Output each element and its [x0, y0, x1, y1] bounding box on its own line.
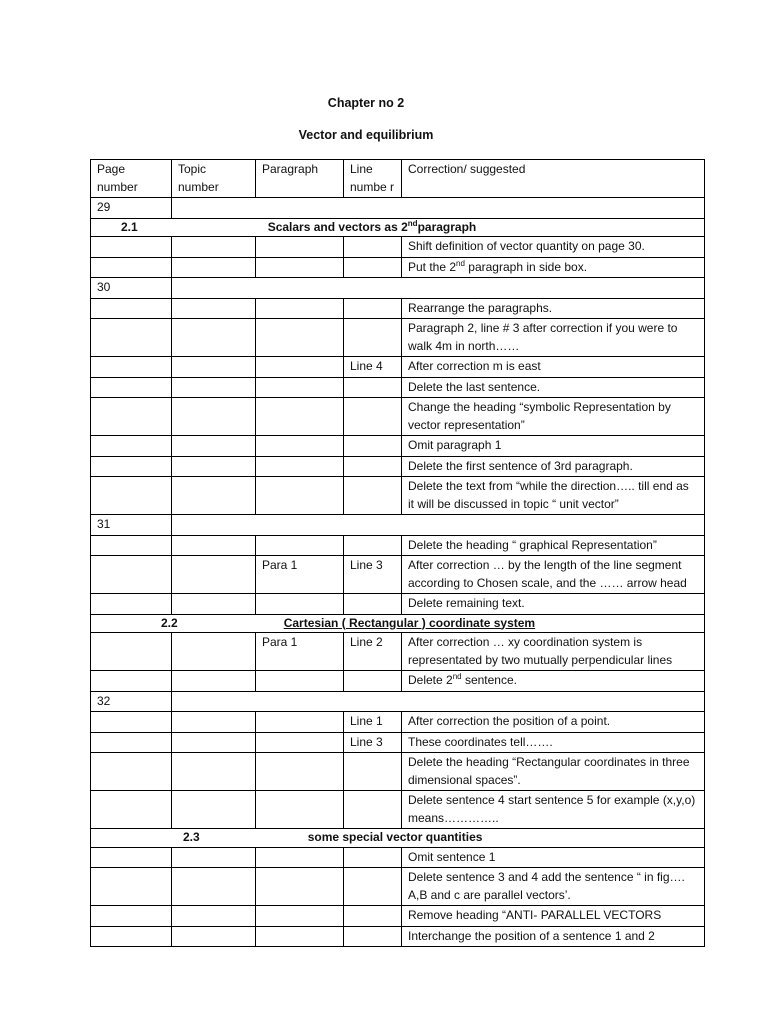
page-row-empty	[172, 278, 705, 299]
line-number-cell	[344, 868, 402, 906]
superscript: nd	[452, 672, 462, 681]
section-heading-text: Scalars and vectors as 2	[267, 219, 408, 234]
correction-row	[91, 556, 705, 594]
table-header-row	[91, 160, 705, 198]
section-heading: Scalars and vectors as 2ndparagraph	[268, 219, 477, 237]
page-number-cell	[91, 868, 172, 906]
correction-text: Put the 2	[408, 259, 457, 274]
header-paragraph: Paragraph	[256, 160, 344, 198]
correction-cell: Delete the heading “ graphical Representation”	[402, 535, 705, 556]
line-number-cell	[344, 791, 402, 829]
page-number-cell	[91, 257, 172, 278]
paragraph-cell	[256, 436, 344, 457]
correction-cell: Rearrange the paragraphs.	[402, 298, 705, 319]
topic-number-cell	[172, 436, 256, 457]
paragraph-cell	[256, 926, 344, 947]
chapter-title: Chapter no 2	[327, 96, 405, 110]
correction-cell: Omit sentence 1	[402, 847, 705, 868]
correction-row	[91, 436, 705, 457]
topic-number-cell	[172, 398, 256, 436]
topic-number-cell	[172, 594, 256, 615]
line-number-cell: Line 4	[344, 357, 402, 378]
correction-row	[91, 594, 705, 615]
line-number-cell	[344, 671, 402, 692]
section-row	[91, 829, 705, 848]
page-number-cell	[91, 436, 172, 457]
paragraph-cell	[256, 732, 344, 753]
page-number-cell: 31	[91, 515, 172, 536]
correction-text: sentence.	[461, 673, 517, 687]
page-row	[91, 515, 705, 536]
correction-cell: Change the heading “symbolic Representation by vector representation”	[402, 398, 705, 436]
topic-number-cell	[172, 298, 256, 319]
paragraph-cell	[256, 847, 344, 868]
topic-number-cell	[172, 535, 256, 556]
corrections-table	[90, 159, 705, 947]
paragraph-cell	[256, 398, 344, 436]
correction-cell: Shift definition of vector quantity on page 30.	[402, 237, 705, 258]
page-number-cell	[91, 535, 172, 556]
page-number-cell	[91, 712, 172, 733]
line-number-cell	[344, 906, 402, 927]
page-number-cell	[91, 732, 172, 753]
page-number-cell	[91, 237, 172, 258]
paragraph-cell: Para 1	[256, 633, 344, 671]
correction-row	[91, 237, 705, 258]
correction-row	[91, 357, 705, 378]
line-number-cell: Line 2	[344, 633, 402, 671]
correction-cell: Delete the text from “while the direction….. till end as it will be discussed in topic “ unit vector”	[402, 477, 705, 515]
page-number-cell	[91, 791, 172, 829]
topic-number-cell	[172, 633, 256, 671]
line-number-cell: Line 3	[344, 732, 402, 753]
line-number-cell	[344, 477, 402, 515]
section-row	[91, 614, 705, 633]
topic-number-cell	[172, 732, 256, 753]
page-number-cell	[91, 456, 172, 477]
page-number-cell	[91, 357, 172, 378]
line-number-cell	[344, 436, 402, 457]
correction-cell: Delete the first sentence of 3rd paragraph.	[402, 456, 705, 477]
topic-number-cell	[172, 906, 256, 927]
correction-row	[91, 377, 705, 398]
correction-row	[91, 298, 705, 319]
paragraph-cell	[256, 298, 344, 319]
table-body	[91, 198, 705, 947]
page-row	[91, 278, 705, 299]
page-row-empty	[172, 198, 705, 219]
line-number-cell	[344, 398, 402, 436]
line-number-cell	[344, 257, 402, 278]
correction-row	[91, 535, 705, 556]
page-number-cell	[91, 477, 172, 515]
correction-row	[91, 257, 705, 278]
line-number-cell	[344, 377, 402, 398]
paragraph-cell	[256, 377, 344, 398]
page-number-cell	[91, 298, 172, 319]
topic-number-cell	[172, 377, 256, 398]
topic-number-cell	[172, 791, 256, 829]
line-number-cell	[344, 753, 402, 791]
page-number-cell	[91, 377, 172, 398]
correction-cell: After correction m is east	[402, 357, 705, 378]
page-number-cell: 30	[91, 278, 172, 299]
section-topic-number: 2.3	[183, 830, 200, 844]
paragraph-cell	[256, 319, 344, 357]
page-row-empty	[172, 515, 705, 536]
page-number-cell	[91, 906, 172, 927]
correction-cell: Paragraph 2, line # 3 after correction if you were to walk 4m in north……	[402, 319, 705, 357]
paragraph-cell	[256, 594, 344, 615]
paragraph-cell	[256, 357, 344, 378]
line-number-cell	[344, 926, 402, 947]
section-row	[91, 218, 705, 237]
paragraph-cell	[256, 477, 344, 515]
section-topic-number: 2.1	[121, 219, 138, 234]
correction-row	[91, 633, 705, 671]
paragraph-cell	[256, 671, 344, 692]
page-number-cell: 29	[91, 198, 172, 219]
paragraph-cell	[256, 712, 344, 733]
page-number-cell	[91, 753, 172, 791]
correction-row	[91, 847, 705, 868]
topic-number-cell	[172, 237, 256, 258]
correction-cell: Delete remaining text.	[402, 594, 705, 615]
correction-row	[91, 906, 705, 927]
section-topic-number: 2.2	[161, 615, 178, 630]
correction-cell	[402, 671, 705, 692]
topic-number-cell	[172, 847, 256, 868]
correction-row	[91, 319, 705, 357]
page-number-cell	[91, 319, 172, 357]
paragraph-cell	[256, 456, 344, 477]
page-number-cell	[91, 926, 172, 947]
line-number-cell	[344, 594, 402, 615]
header-line-number: Line numbe r	[344, 160, 402, 198]
page-number-cell	[91, 594, 172, 615]
line-number-cell	[344, 535, 402, 556]
superscript: nd	[456, 258, 465, 268]
header-correction: Correction/ suggested	[402, 160, 705, 198]
page-number-cell	[91, 847, 172, 868]
correction-row	[91, 398, 705, 436]
paragraph-cell	[256, 906, 344, 927]
correction-row	[91, 732, 705, 753]
page-row	[91, 198, 705, 219]
topic-number-cell	[172, 868, 256, 906]
correction-cell: Omit paragraph 1	[402, 436, 705, 457]
correction-row	[91, 671, 705, 692]
page-row	[91, 691, 705, 712]
page-number-cell	[91, 671, 172, 692]
line-number-cell	[344, 237, 402, 258]
page-number-cell: 32	[91, 691, 172, 712]
page-number-cell	[91, 633, 172, 671]
correction-row	[91, 868, 705, 906]
correction-text: paragraph in side box.	[464, 259, 588, 274]
correction-row	[91, 712, 705, 733]
correction-cell: Delete the heading “Rectangular coordinates in three dimensional spaces”.	[402, 753, 705, 791]
correction-cell	[402, 257, 705, 278]
section-heading: Cartesian ( Rectangular ) coordinate system	[283, 615, 536, 630]
topic-number-cell	[172, 357, 256, 378]
correction-cell: Delete sentence 4 start sentence 5 for example (x,y,o) means…………..	[402, 791, 705, 829]
paragraph-cell	[256, 753, 344, 791]
document-title: Vector and equilibrium	[298, 128, 434, 142]
correction-row	[91, 926, 705, 947]
header-topic-number: Topic number	[172, 160, 256, 198]
topic-number-cell	[172, 257, 256, 278]
correction-cell: After correction … by the length of the line segment according to Chosen scale, and the …… arrow head	[402, 556, 705, 594]
correction-row	[91, 477, 705, 515]
correction-cell: Delete sentence 3 and 4 add the sentence “ in fig…. A,B and c are parallel vectors’.	[402, 868, 705, 906]
correction-cell: After correction the position of a point.	[402, 712, 705, 733]
topic-number-cell	[172, 477, 256, 515]
correction-row	[91, 753, 705, 791]
line-number-cell	[344, 456, 402, 477]
section-heading-text: paragraph	[417, 219, 477, 234]
topic-number-cell	[172, 712, 256, 733]
section-heading: some special vector quantities	[307, 830, 483, 844]
correction-row	[91, 791, 705, 829]
topic-number-cell	[172, 753, 256, 791]
topic-number-cell	[172, 456, 256, 477]
page-row-empty	[172, 691, 705, 712]
line-number-cell	[344, 847, 402, 868]
paragraph-cell	[256, 535, 344, 556]
paragraph-cell	[256, 257, 344, 278]
topic-number-cell	[172, 556, 256, 594]
correction-cell: These coordinates tell…….	[402, 732, 705, 753]
paragraph-cell	[256, 791, 344, 829]
page-number-cell	[91, 556, 172, 594]
line-number-cell: Line 1	[344, 712, 402, 733]
paragraph-cell	[256, 868, 344, 906]
paragraph-cell	[256, 237, 344, 258]
correction-text: Delete 2	[408, 673, 453, 687]
line-number-cell: Line 3	[344, 556, 402, 594]
topic-number-cell	[172, 319, 256, 357]
line-number-cell	[344, 319, 402, 357]
correction-row	[91, 456, 705, 477]
header-page-number: Page number	[91, 160, 172, 198]
line-number-cell	[344, 298, 402, 319]
topic-number-cell	[172, 671, 256, 692]
paragraph-cell: Para 1	[256, 556, 344, 594]
correction-cell: Interchange the position of a sentence 1 and 2	[402, 926, 705, 947]
correction-cell: Delete the last sentence.	[402, 377, 705, 398]
topic-number-cell	[172, 926, 256, 947]
correction-cell: After correction … xy coordination system is representated by two mutually perpendicular lines	[402, 633, 705, 671]
page-number-cell	[91, 398, 172, 436]
correction-cell: Remove heading “ANTI- PARALLEL VECTORS	[402, 906, 705, 927]
